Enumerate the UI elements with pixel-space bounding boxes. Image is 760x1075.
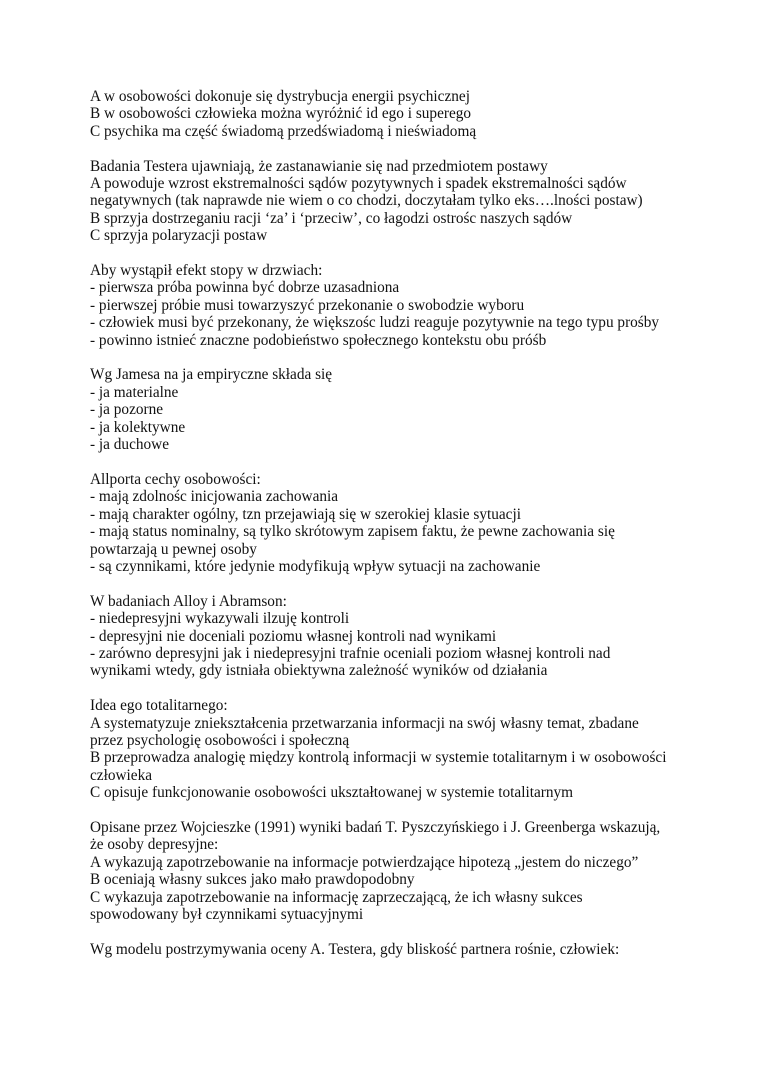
text-line: C psychika ma część świadomą przedświadomą i nieświadomą [90, 122, 477, 140]
section-heading-line: Idea ego totalitarnego: [90, 697, 228, 715]
text-section [90, 262, 690, 349]
text-section [90, 366, 690, 453]
text-section [90, 941, 690, 958]
section-heading-line: Allporta cechy osobowości: [90, 470, 261, 488]
text-line: B w osobowości człowieka można wyróżnić id ego i superego [90, 105, 472, 123]
text-line: negatywnych (tak naprawde nie wiem o co chodzi, doczytałam tylko eks….lności postaw) [90, 192, 643, 210]
text-line: - ja pozorne [90, 401, 164, 419]
text-line: B oceniają własny sukces jako mało prawdopodobny [90, 871, 415, 889]
text-line: powtarzają u pewnej osoby [90, 540, 257, 558]
text-line: - człowiek musi być przekonany, że większośc ludzi reaguje pozytywnie na tego typu prośby [90, 314, 660, 332]
text-line: - ja kolektywne [90, 418, 186, 436]
section-heading-line: Wg Jamesa na ja empiryczne składa się [90, 366, 333, 384]
text-line: - niedepresyjni wykazywali ilzuję kontroli [90, 610, 350, 628]
text-line: - zarówno depresyjni jak i niedepresyjni trafnie oceniali poziom własnej kontroli nad [90, 644, 611, 662]
text-line: spowodowany był czynnikami sytuacyjnymi [90, 905, 364, 923]
text-line: człowieka [90, 766, 153, 784]
text-line: - ja duchowe [90, 436, 170, 454]
section-heading-line: Wg modelu postrzymywania oceny A. Testera, gdy bliskość partnera rośnie, człowiek: [90, 940, 620, 958]
text-line: - są czynnikami, które jedynie modyfikują wpływ sytuacji na zachowanie [90, 557, 541, 575]
section-heading-line: Aby wystąpił efekt stopy w drzwiach: [90, 262, 323, 280]
section-heading-line: A w osobowości dokonuje się dystrybucja energii psychicznej [90, 88, 470, 105]
text-line: - mają zdolnośc inicjowania zachowania [90, 488, 339, 506]
text-line: - mają charakter ogólny, tzn przejawiają się w szerokiej klasie sytuacji [90, 505, 521, 523]
text-section [90, 88, 690, 140]
text-line: A wykazują zapotrzebowanie na informacje potwierdzające hipotezą „jestem do niczego” [90, 853, 639, 871]
text-line: - powinno istnieć znaczne podobieństwo społecznego kontekstu obu próśb [90, 331, 547, 349]
section-heading-line: Badania Testera ujawniają, że zastanawianie się nad przedmiotem postawy [90, 157, 548, 175]
text-line: A systematyzuje zniekształcenia przetwarzania informacji na swój własny temat, zbadane [90, 714, 639, 732]
text-line: - ja materialne [90, 383, 179, 401]
text-line: - depresyjni nie doceniali poziomu własnej kontroli nad wynikami [90, 627, 497, 645]
text-line: C wykazuja zapotrzebowanie na informację zaprzeczającą, że ich własny sukces [90, 888, 583, 906]
text-line: - pierwsza próba powinna być dobrze uzasadniona [90, 279, 400, 297]
text-line: że osoby depresyjne: [90, 836, 219, 854]
text-line: - pierwszej próbie musi towarzyszyć przekonanie o swobodzie wyboru [90, 296, 525, 314]
text-line: C sprzyja polaryzacji postaw [90, 227, 268, 245]
text-line: C opisuje funkcjonowanie osobowości ukształtowanej w systemie totalitarnym [90, 784, 574, 802]
text-line: wynikami wtedy, gdy istniała obiektywna zależność wyników od działania [90, 662, 548, 680]
text-section [90, 593, 690, 680]
text-section [90, 819, 690, 923]
document-page [90, 88, 690, 976]
text-line: A powoduje wzrost ekstremalności sądów pozytywnych i spadek ekstremalności sądów [90, 175, 627, 193]
text-section [90, 158, 690, 245]
text-line: B przeprowadza analogię między kontrolą informacji w systemie totalitarnym i w osobowości [90, 749, 667, 767]
section-heading-line: Opisane przez Wojcieszke (1991) wyniki badań T. Pyszczyńskiego i J. Greenberga wskazują, [90, 818, 661, 836]
text-line: przez psychologię osobowości i społeczną [90, 731, 350, 749]
text-line: B sprzyja dostrzeganiu racji ‘za’ i ‘przeciw’, co łagodzi ostrośc naszych sądów [90, 209, 573, 227]
text-section [90, 697, 690, 801]
section-heading-line: W badaniach Alloy i Abramson: [90, 592, 287, 610]
text-section [90, 471, 690, 575]
text-line: - mają status nominalny, są tylko skrótowym zapisem faktu, że pewne zachowania się [90, 523, 615, 541]
